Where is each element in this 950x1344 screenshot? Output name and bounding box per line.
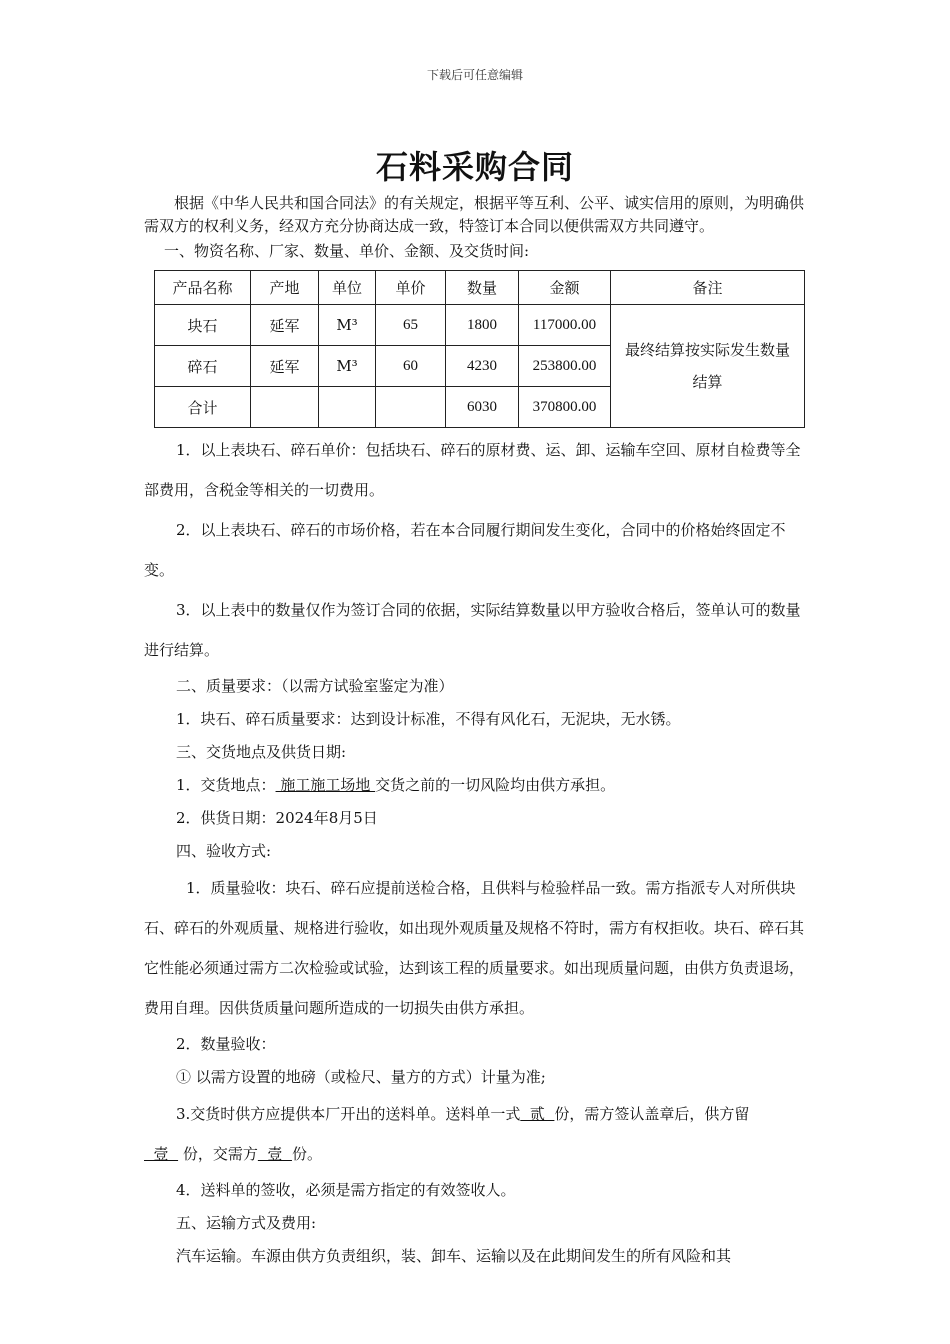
table-cell: 延军 — [251, 305, 319, 346]
table-row — [155, 305, 805, 346]
section2-heading: 二、质量要求：（以需方试验室鉴定为准） — [176, 677, 454, 695]
remark-cell — [611, 305, 805, 428]
document-title: 石料采购合同 — [375, 148, 574, 186]
table-cell: 4230 — [446, 346, 519, 387]
table-cell: 253800.00 — [519, 346, 611, 387]
column-header: 单位 — [319, 271, 376, 305]
clause-4-3 — [144, 1094, 808, 1174]
section3-heading: 三、交货地点及供货日期: — [176, 743, 347, 761]
copies-buyer: 壹 — [257, 1145, 292, 1163]
table-cell: M³ — [319, 346, 376, 387]
remark-text: 最终结算按实际发生数量结算 — [624, 341, 790, 391]
delivery-location: 施工施工场地 — [275, 776, 376, 794]
clause-4-3-part1: 3.交货时供方应提供本厂开出的送料单。送料单一式 — [176, 1105, 521, 1123]
clause-4-4: 4．送料单的签收，必须是需方指定的有效签收人。 — [176, 1181, 516, 1199]
contract-body — [144, 192, 808, 1273]
table-cell: 65 — [376, 305, 446, 346]
clause-3-1 — [144, 769, 808, 802]
clause-1-2: 2．以上表块石、碎石的市场价格，若在本合同履行期间发生变化，合同中的价格始终固定不变。 — [144, 521, 786, 579]
clause-4-1-text: 1．质量验收：块石、碎石应提前送检合格，且供料与检验样品一致。需方指派专人对所供块石、碎石的外观质量、规格进行验收，如出现外观质量及规格不符时，需方有权拒收。块石、碎石其它性能必须通过需方二次检验或试验，达到该工程的质量要求。如出现质量问题，由供方负责退场，费用自理。因供货质量问题所造成的一切损失由供方承担。 — [144, 879, 805, 1017]
clause-2-1: 1．块石、碎石质量要求：达到设计标准，不得有风化石，无泥块，无水锈。 — [176, 710, 681, 728]
table-cell: 延军 — [251, 346, 319, 387]
clause-1-3: 3．以上表中的数量仅作为签订合同的依据，实际结算数量以甲方验收合格后，签单认可的数量进行结算。 — [144, 601, 801, 659]
table-cell: 合计 — [155, 387, 251, 428]
clause-3-1-prefix: 1．交货地点： — [176, 776, 276, 794]
clause-4-3-part3: 份，交需方 — [178, 1145, 258, 1163]
table-cell: 60 — [376, 346, 446, 387]
items-table — [154, 270, 805, 428]
column-header: 备注 — [611, 271, 805, 305]
column-header: 数量 — [446, 271, 519, 305]
clause-5-1: 汽车运输。车源由供方负责组织，装、卸车、运输以及在此期间发生的所有风险和其 — [176, 1247, 732, 1265]
clause-4-3-part4: 份。 — [291, 1145, 322, 1163]
clause-3-1-suffix: 交货之前的一切风险均由供方承担。 — [375, 776, 616, 794]
table-cell: 117000.00 — [519, 305, 611, 346]
column-header: 单价 — [376, 271, 446, 305]
column-header: 产品名称 — [155, 271, 251, 305]
copies-total: 贰 — [520, 1105, 555, 1123]
table-cell: 6030 — [446, 387, 519, 428]
clause-4-2: 2．数量验收： — [176, 1035, 276, 1053]
table-cell: M³ — [319, 305, 376, 346]
clause-4-1 — [144, 868, 808, 1028]
section5-heading: 五、运输方式及费用: — [176, 1214, 317, 1232]
section4-heading: 四、验收方式: — [176, 842, 272, 860]
copies-supplier: 壹 — [144, 1145, 179, 1163]
table-header-row — [155, 271, 805, 305]
table-cell: 块石 — [155, 305, 251, 346]
column-header: 产地 — [251, 271, 319, 305]
table-cell: 碎石 — [155, 346, 251, 387]
header-note: 下载后可任意编辑 — [426, 68, 523, 82]
clause-3-2: 2．供货日期：2024年8月5日 — [176, 809, 378, 827]
table-cell — [251, 387, 319, 428]
section1-heading: 一、物资名称、厂家、数量、单价、金额、及交货时间: — [164, 242, 530, 260]
clause-4-2-1: ① 以需方设置的地磅（或检尺、量方的方式）计量为准; — [176, 1068, 546, 1086]
clause-4-3-part2: 份，需方签认盖章后，供方留 — [554, 1105, 750, 1123]
table-cell — [319, 387, 376, 428]
table-cell: 1800 — [446, 305, 519, 346]
table-cell: 370800.00 — [519, 387, 611, 428]
column-header: 金额 — [519, 271, 611, 305]
clause-1-1: 1．以上表块石、碎石单价：包括块石、碎石的原材费、运、卸、运输车空回、原材自检费等全部费用，含税金等相关的一切费用。 — [144, 441, 801, 499]
table-cell — [376, 387, 446, 428]
intro-paragraph: 根据《中华人民共和国合同法》的有关规定，根据平等互利、公平、诚实信用的原则，为明确供需双方的权利义务，经双方充分协商达成一致，特签订本合同以便供需双方共同遵守。 — [144, 194, 805, 235]
